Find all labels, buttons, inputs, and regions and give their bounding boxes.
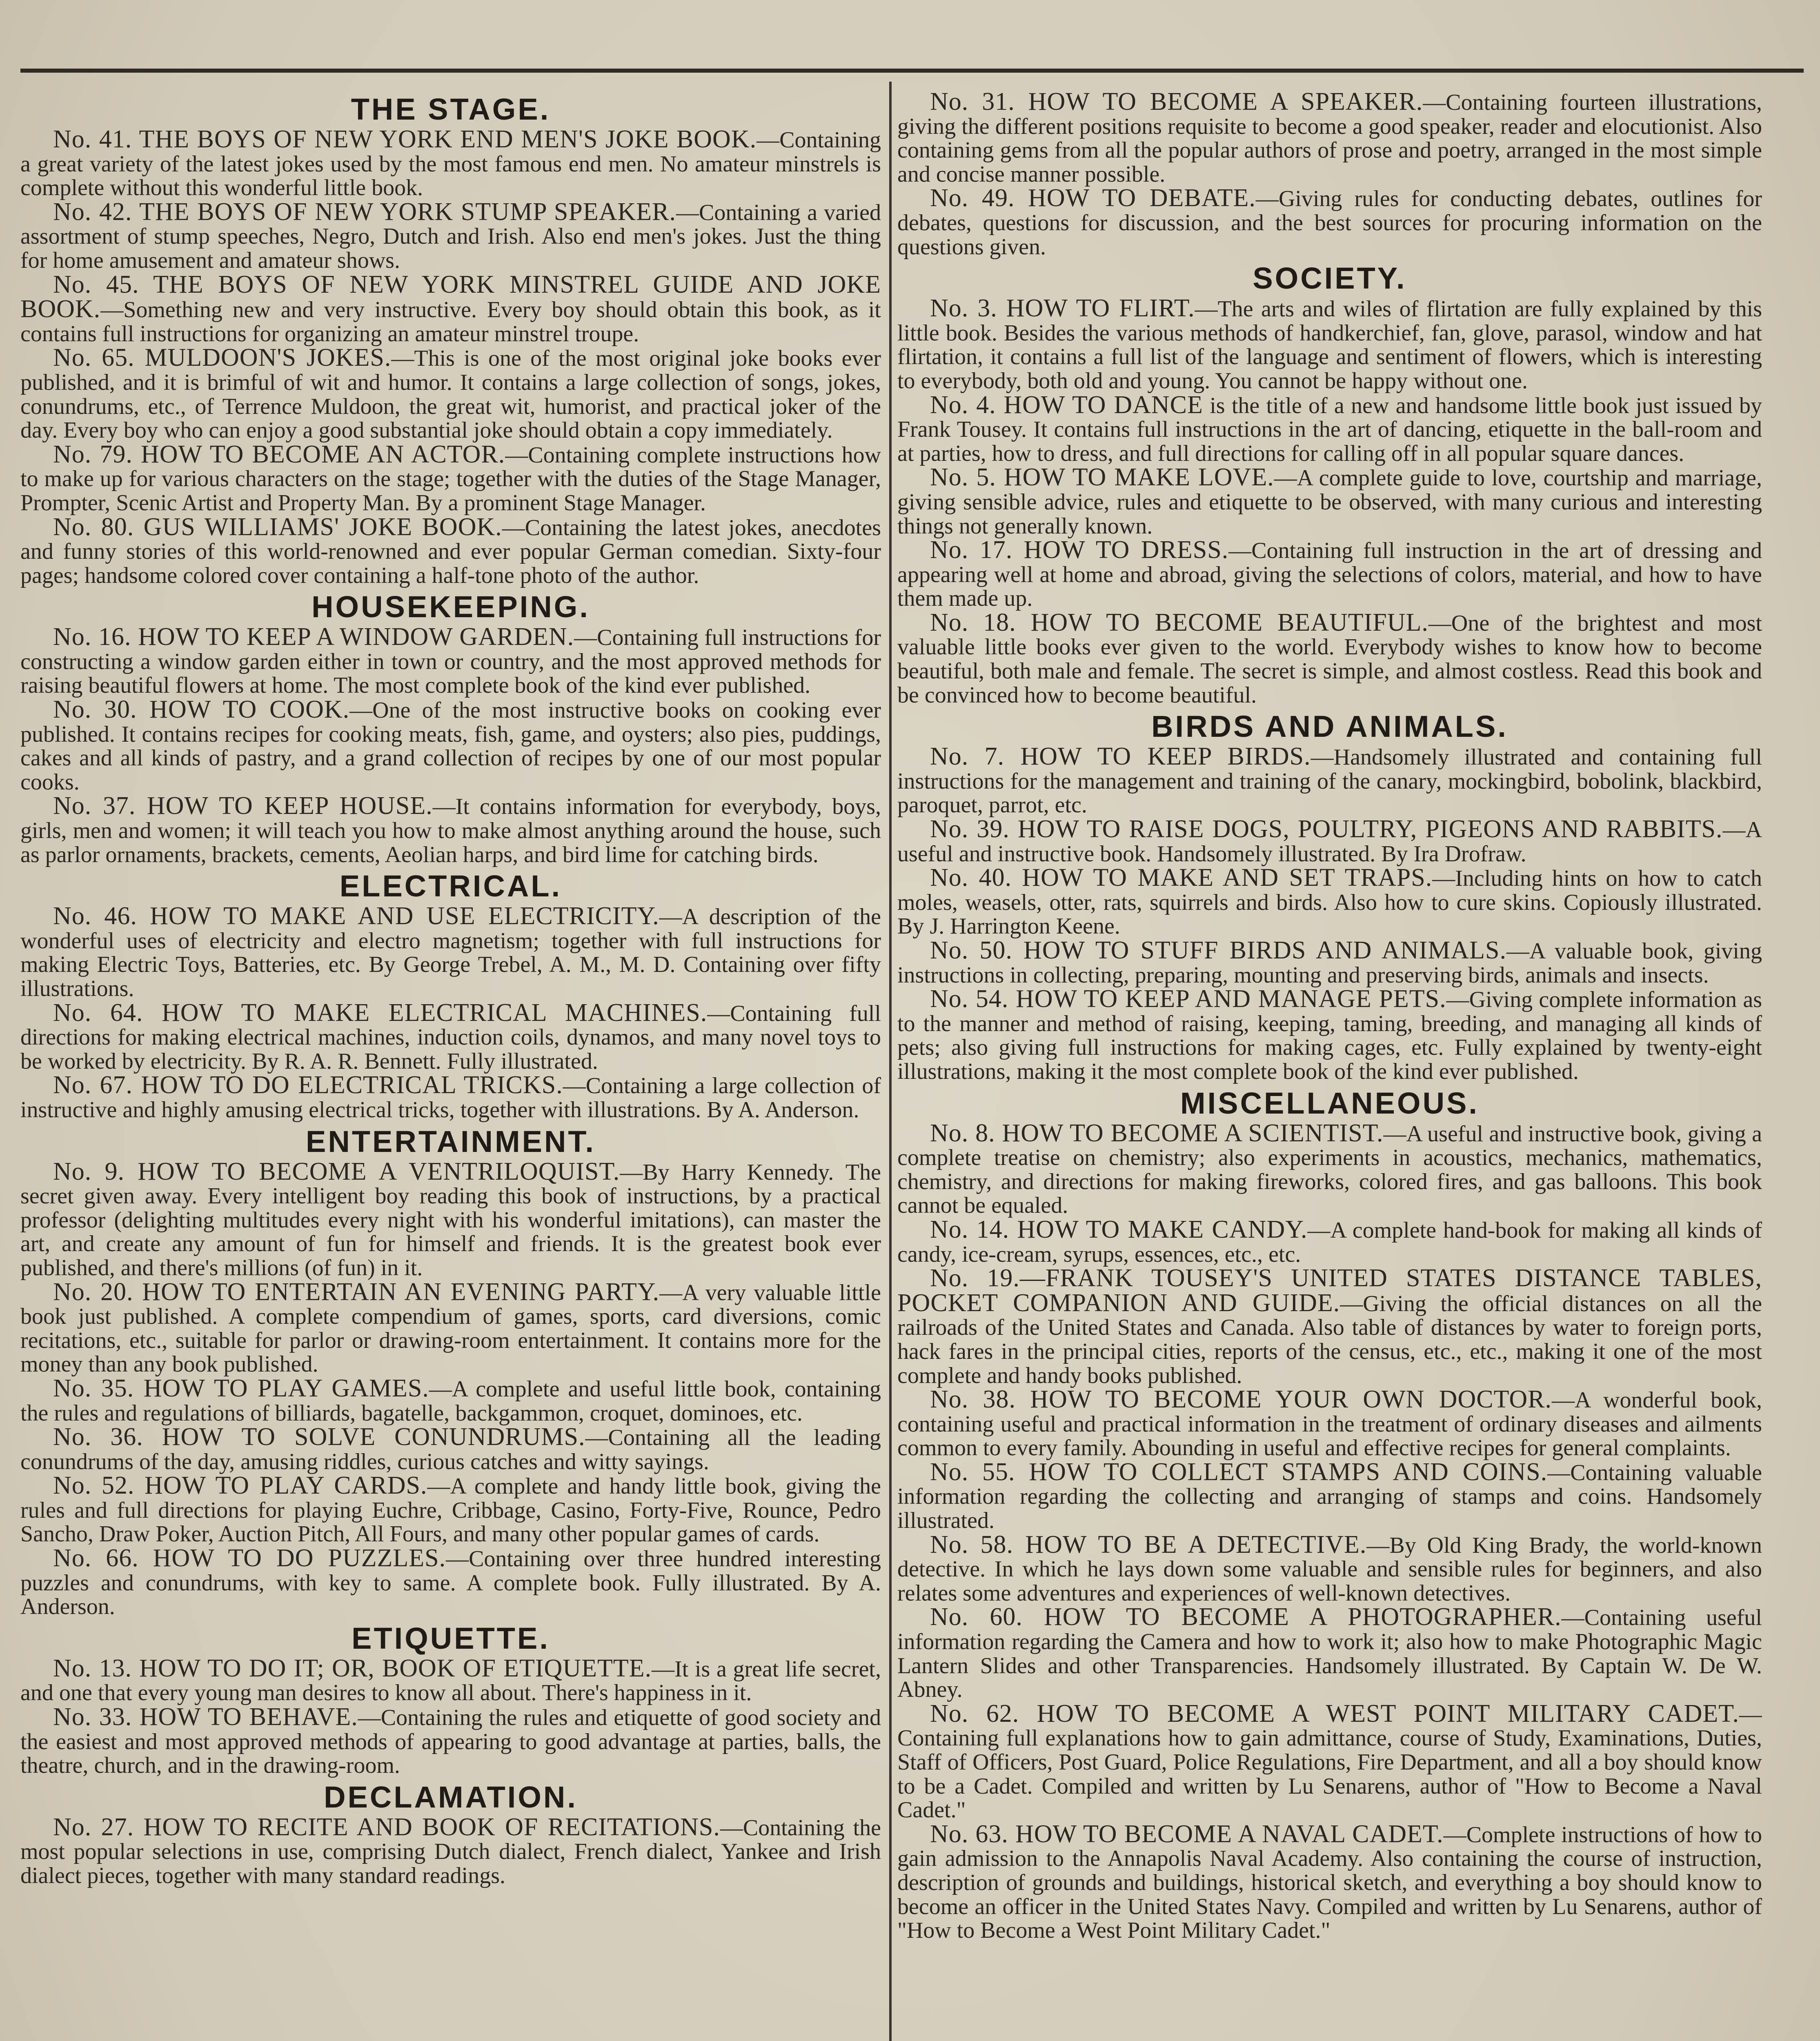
catalog-entry [20, 442, 881, 515]
entry-title: No. 40. HOW TO MAKE AND SET TRAPS. [930, 864, 1433, 892]
entry-description: —This is one of the most original joke books ever published, and it is brimful of wit and humor. It contains a large collection of songs, jokes, conundrums, etc., of Terrence Muldoon, the great wit, humorist, and practical joker of the day. Every boy who can enjoy a good substantial joke should obtain a copy immediately. [20, 346, 881, 443]
entry-description: —It is a great life secret, and one that every young man desires to know all about. There's happiness in it. [20, 1656, 881, 1706]
entry-description: —A useful and instructive book, giving a complete treatise on chemistry; also experiments in acoustics, mechanics, mathematics, chemistry, and directions for making fireworks, colored fires, and gas balloons. This book cannot be equaled. [897, 1121, 1762, 1218]
entry-description: —Giving the official distances on all the railroads of the United States and Canada. Also table of distances by water to foreign ports, hack fares in the principal cities, reports of the census, etc., etc., making it one of the most complete and handy books published. [897, 1291, 1762, 1388]
entry-title: No. 18. HOW TO BECOME BEAUTIFUL. [930, 608, 1428, 636]
entry-title: No. 80. GUS WILLIAMS' JOKE BOOK. [53, 513, 502, 541]
catalog-entry [20, 794, 881, 867]
entry-title: No. 67. HOW TO DO ELECTRICAL TRICKS. [53, 1071, 563, 1099]
entry-description: —A very valuable little book just published. A complete compendium of games, sports, card diversions, comic recitations, etc., suitable for parlor or drawing-room entertainment. It contains more for the money than any book published. [20, 1280, 881, 1377]
catalog-entry [897, 1387, 1762, 1460]
section-heading: ENTERTAINMENT. [306, 1124, 596, 1158]
catalog-entry [897, 186, 1762, 259]
entry-description: —Containing a varied assortment of stump speeches, Negro, Dutch and Irish. Also end men's jokes. Just the thing for home amusement and amateur shows. [20, 200, 881, 273]
catalog-entry [20, 1474, 881, 1546]
entry-description: —Containing full instruction in the art of dressing and appearing well at home and abroad, giving the selections of colors, material, and how to have them made up. [897, 538, 1762, 611]
entry-title: No. 50. HOW TO STUFF BIRDS AND ANIMALS. [930, 936, 1507, 964]
entry-title: No. 45. THE BOYS OF NEW YORK MINSTREL GUIDE AND JOKE BOOK. [20, 270, 881, 323]
entry-title: No. 55. HOW TO COLLECT STAMPS AND COINS. [930, 1458, 1548, 1486]
entry-title: No. 39. HOW TO RAISE DOGS, POULTRY, PIGEONS AND RABBITS. [930, 815, 1723, 843]
catalog-entry [20, 1425, 881, 1474]
entry-title: No. 54. HOW TO KEEP AND MANAGE PETS. [930, 985, 1446, 1013]
entry-description: —Giving complete information as to the manner and method of raising, keeping, taming, breeding, and managing all kinds of pets; also giving full instructions for making cages, etc. Fully explained by twenty-eight illustrations, making it the most complete book of the kind ever published. [897, 987, 1762, 1084]
catalog-entry [897, 1530, 1762, 1606]
catalog-entry [897, 608, 1762, 708]
entry-title: No. 4. HOW TO DANCE [930, 391, 1203, 419]
entry-title: No. 16. HOW TO KEEP A WINDOW GARDEN. [53, 623, 574, 651]
entry-title: No. 60. HOW TO BECOME A PHOTOGRAPHER. [930, 1603, 1562, 1631]
entry-title: No. 63. HOW TO BECOME A NAVAL CADET. [930, 1820, 1444, 1848]
entry-title: No. 30. HOW TO COOK. [53, 696, 350, 724]
entry-description: —Complete instructions of how to gain admission to the Annapolis Naval Academy. Also containing the course of instruction, description of grounds and buildings, historical sketch, and everything a boy should know to become an officer in the United States Navy. Compiled and written by Lu Senarens, author of "How to Become a West Point Military Cadet." [897, 1822, 1762, 1943]
entry-title: No. 38. HOW TO BECOME YOUR OWN DOCTOR. [930, 1385, 1552, 1414]
entry-description: —A complete hand-book for making all kinds of candy, ice-cream, syrups, essences, etc., etc. [897, 1217, 1762, 1267]
entry-title: No. 14. HOW TO MAKE CANDY. [930, 1215, 1308, 1243]
catalog-entry [20, 1656, 881, 1705]
entry-description: —Containing the rules and etiquette of good society and the easiest and most approved methods of appearing to good advantage at parties, balls, the theatre, church, and in the drawing-room. [20, 1705, 881, 1779]
catalog-entry [20, 998, 881, 1074]
catalog-entry [20, 625, 881, 698]
entry-description: —Giving rules for conducting debates, outlines for debates, questions for discussion, and the best sources for procuring information on the questions given. [897, 186, 1762, 260]
catalog-entry [897, 987, 1762, 1083]
catalog-entry [20, 1157, 881, 1281]
entry-title: No. 7. HOW TO KEEP BIRDS. [930, 743, 1311, 771]
catalog-entry [897, 296, 1762, 393]
catalog-entry [897, 1460, 1762, 1533]
entry-title: No. 31. HOW TO BECOME A SPEAKER. [930, 90, 1423, 116]
catalog-entry [897, 938, 1762, 987]
catalog-entry [20, 1815, 881, 1888]
entry-title: No. 58. HOW TO BE A DETECTIVE. [930, 1530, 1367, 1559]
entry-description: —A valuable book, giving instructions in collecting, preparing, mounting and preserving birds, animals and insects. [897, 938, 1762, 988]
section-heading: SOCIETY. [1253, 261, 1407, 296]
catalog-entry [20, 1705, 881, 1778]
entry-title: No. 52. HOW TO PLAY CARDS. [53, 1472, 427, 1500]
catalog-entry [20, 1073, 881, 1122]
section-heading: DECLAMATION. [324, 1780, 578, 1814]
entry-description: —Containing full directions for making electrical machines, induction coils, dynamos, and many novel toys to be worked by electricity. By R. A. R. Bennett. Fully illustrated. [20, 1000, 881, 1074]
catalog-entry [20, 346, 881, 442]
entry-description: —Containing complete instructions how to make up for various characters on the stage; together with the duties of the Stage Manager, Prompter, Scenic Artist and Property Man. By a prominent Stage Manager. [20, 442, 881, 516]
entry-title: No. 13. HOW TO DO IT; OR, BOOK OF ETIQUETTE. [53, 1654, 652, 1682]
entry-title: No. 3. HOW TO FLIRT. [930, 294, 1195, 322]
entry-description: —Containing useful information regarding the Camera and how to work it; also how to make Photographic Magic Lantern Slides and other Transparencies. Handsomely illustrated. By Captain W. De W. Abney. [897, 1605, 1762, 1703]
top-border-rule [20, 69, 1804, 73]
catalog-entry [20, 698, 881, 794]
entry-description: —A complete guide to love, courtship and marriage, giving sensible advice, rules and etiquette to be observed, with many curious and interesting things not generally known. [897, 465, 1762, 539]
entry-title: No. 20. HOW TO ENTERTAIN AN EVENING PARTY. [53, 1278, 660, 1306]
right-column [897, 90, 1762, 2041]
entry-description: —Containing full instructions for constructing a window garden either in town or country, and the most approved methods for raising beautiful flowers at home. The most complete book of the kind ever published. [20, 625, 881, 698]
catalog-entry [20, 1546, 881, 1619]
entry-description: —Something new and very instructive. Every boy should obtain this book, as it contains full instructions for organizing an amateur minstrel troupe. [20, 297, 881, 347]
entry-description: is the title of a new and handsome little book just issued by Frank Tousey. It contains full instructions in the art of dancing, etiquette in the ball-room and at parties, how to dress, and full directions for calling off in all popular square dances. [897, 393, 1762, 466]
entry-description: —Containing all the leading conundrums of the day, amusing riddles, curious catches and witty sayings. [20, 1425, 881, 1474]
entry-description: —A complete and handy little book, giving the rules and full directions for playing Euchre, Cribbage, Casino, Forty-Five, Rounce, Pedro Sancho, Draw Poker, Auction Pitch, All Fours, and many other popular games of cards. [20, 1474, 881, 1547]
catalog-entry [20, 1280, 881, 1376]
entry-title: No. 17. HOW TO DRESS. [930, 536, 1229, 564]
catalog-entry [897, 1266, 1762, 1387]
entry-title: No. 37. HOW TO KEEP HOUSE. [53, 792, 433, 820]
catalog-entry [897, 1121, 1762, 1218]
entry-title: No. 42. THE BOYS OF NEW YORK STUMP SPEAKER. [53, 198, 676, 226]
section-heading: BIRDS AND ANIMALS. [1151, 709, 1508, 744]
entry-title: No. 35. HOW TO PLAY GAMES. [53, 1374, 429, 1402]
entry-description: —One of the brightest and most valuable little books ever given to the world. Everybody wishes to know how to become beautiful, both male and female. The secret is simple, and almost costless. Read this book and be convinced how to become beautiful. [897, 610, 1762, 708]
section-heading: THE STAGE. [351, 92, 551, 126]
entry-title: No. 19.—FRANK TOUSEY'S UNITED STATES DISTANCE TABLES, POCKET COMPANION AND GUIDE. [897, 1264, 1762, 1317]
entry-title: No. 46. HOW TO MAKE AND USE ELECTRICITY. [53, 902, 659, 930]
entry-description: —A description of the wonderful uses of electricity and electro magnetism; together with full instructions for making Electric Toys, Batteries, etc. By George Trebel, A. M., M. D. Containing over fifty illustrations. [20, 904, 881, 1001]
entry-description: —By Harry Kennedy. The secret given away. Every intelligent boy reading this book of instructions, by a practical professor (delighting multitudes every night with his wonderful imitations), can master the art, and create any amount of fun for himself and friends. It is the greatest book ever published, and there's millions (of fun) in it. [20, 1159, 881, 1281]
catalog-entry [897, 817, 1762, 866]
entry-title: No. 9. HOW TO BECOME A VENTRILOQUIST. [53, 1157, 620, 1185]
catalog-entry [897, 90, 1762, 186]
entry-description: —By Old King Brady, the world-known detective. In which he lays down some valuable and sensible rules for beginners, and also relates some adventures and experiences of well-known detectives. [897, 1532, 1762, 1606]
entry-title: No. 5. HOW TO MAKE LOVE. [930, 463, 1274, 491]
entry-title: No. 41. THE BOYS OF NEW YORK END MEN'S JOKE BOOK. [53, 125, 757, 153]
entry-title: No. 62. HOW TO BECOME A WEST POINT MILITARY CADET. [930, 1699, 1739, 1728]
entry-description: —A useful and instructive book. Handsomely illustrated. By Ira Drofraw. [897, 817, 1762, 867]
section-heading: ELECTRICAL. [339, 869, 562, 903]
entry-description: —Containing the latest jokes, anecdotes and funny stories of this world-renowned and ever popular German comedian. Sixty-four pages; handsome colored cover containing a half-tone photo of the author. [20, 515, 881, 588]
entry-title: No. 36. HOW TO SOLVE CONUNDRUMS. [53, 1423, 585, 1451]
entry-title: No. 65. MULDOON'S JOKES. [53, 344, 392, 372]
entry-description: —Containing a large collection of instructive and highly amusing electrical tricks, together with illustrations. By A. Anderson. [20, 1073, 881, 1123]
entry-description: —Handsomely illustrated and containing full instructions for the management and training of the canary, mockingbird, bobolink, blackbird, paroquet, parrot, etc. [897, 745, 1762, 818]
column-divider [889, 82, 892, 2041]
entry-title: No. 8. HOW TO BECOME A SCIENTIST. [930, 1119, 1384, 1147]
section-heading: ETIQUETTE. [352, 1621, 550, 1655]
catalog-entry [897, 745, 1762, 817]
catalog-entry [897, 538, 1762, 611]
catalog-entry [20, 1376, 881, 1425]
entry-title: No. 27. HOW TO RECITE AND BOOK OF RECITATIONS. [53, 1813, 720, 1841]
entry-description: —Including hints on how to catch moles, weasels, otter, rats, squirrels and birds. Also how to cure skins. Copiously illustrated. By J. Harrington Keene. [897, 866, 1762, 939]
entry-title: No. 79. HOW TO BECOME AN ACTOR. [53, 440, 505, 468]
entry-description: —The arts and wiles of flirtation are fully explained by this little book. Besides the various methods of handkerchief, fan, glove, parasol, window and hat flirtation, it contains a full list of the language and sentiment of flowers, which is interesting to everybody, both old and young. You cannot be happy without one. [897, 296, 1762, 394]
entry-description: —Containing over three hundred interesting puzzles and conundrums, with key to same. A complete book. Fully illustrated. By A. Anderson. [20, 1546, 881, 1620]
entry-description: —Containing valuable information regarding the collecting and arranging of stamps and coins. Handsomely illustrated. [897, 1460, 1762, 1534]
catalog-entry [897, 866, 1762, 938]
entry-title: No. 49. HOW TO DEBATE. [930, 184, 1256, 212]
catalog-entry [897, 1822, 1762, 1943]
catalog-entry [20, 127, 881, 200]
left-column [20, 90, 881, 2041]
entry-description: —It contains information for everybody, boys, girls, men and women; it will teach you how to make almost anything around the house, such as parlor ornaments, brackets, cements, Aeolian harps, and bird lime for catching birds. [20, 794, 881, 867]
entry-title: No. 33. HOW TO BEHAVE. [53, 1703, 358, 1731]
catalog-entry [897, 393, 1762, 466]
catalog-entry [897, 1215, 1762, 1267]
entry-description: —A wonderful book, containing useful and practical information in the treatment of ordinary diseases and ailments common to every family. Abounding in useful and effective recipes for general complaints. [897, 1387, 1762, 1461]
entry-description: —Containing the most popular selections in use, comprising Dutch dialect, French dialect, Yankee and Irish dialect pieces, together with many standard readings. [20, 1815, 881, 1888]
section-heading: HOUSEKEEPING. [311, 590, 590, 624]
entry-title: No. 66. HOW TO DO PUZZLES. [53, 1544, 446, 1572]
entry-description: —Containing fourteen illustrations, giving the different positions requisite to become a good speaker, reader and elocutionist. Also containing gems from all the popular authors of prose and poetry, arranged in the most simple and concise manner possible. [897, 90, 1762, 187]
catalog-entry [20, 200, 881, 273]
catalog-entry [897, 1605, 1762, 1701]
entry-description: —Containing a great variety of the latest jokes used by the most famous end men. No amateur minstrels is complete without this wonderful little book. [20, 127, 881, 201]
catalog-entry [20, 270, 881, 347]
catalog-entry [897, 1699, 1762, 1823]
entry-description: —One of the most instructive books on cooking ever published. It contains recipes for cooking meats, fish, game, and oysters; also pies, puddings, cakes and all kinds of pastry, and a grand collection of recipes by one of our most popular cooks. [20, 698, 881, 795]
catalog-entry [20, 904, 881, 1000]
catalog-entry [897, 465, 1762, 538]
entry-description: —Containing full explanations how to gain admittance, course of Study, Examinations, Duties, Staff of Officers, Post Guard, Police Regulations, Fire Department, and all a boy should know to be a Cadet. Compiled and written by Lu Senarens, author of "How to Become a Naval Cadet." [897, 1701, 1762, 1823]
catalog-entry [20, 515, 881, 588]
entry-title: No. 64. HOW TO MAKE ELECTRICAL MACHINES. [53, 998, 708, 1027]
entry-description: —A complete and useful little book, containing the rules and regulations of billiards, bagatelle, backgammon, croquet, dominoes, etc. [20, 1376, 881, 1426]
section-heading: MISCELLANEOUS. [1180, 1086, 1479, 1120]
